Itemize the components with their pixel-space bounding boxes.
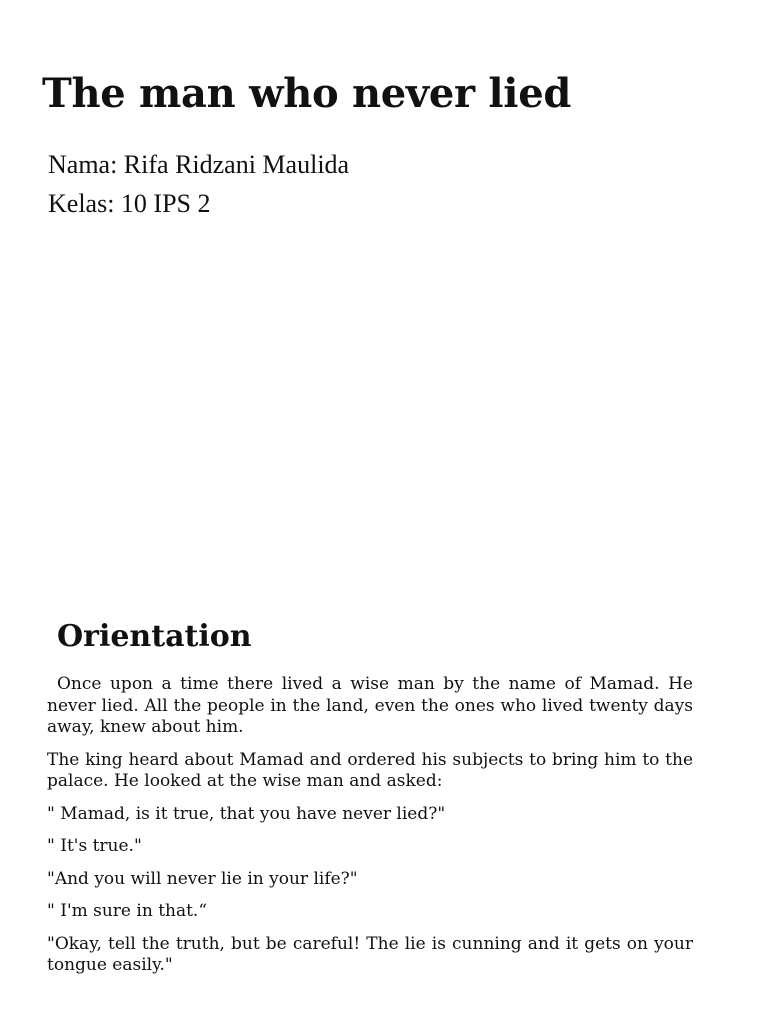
- dialogue-line: " Mamad, is it true, that you have never lied?": [47, 803, 446, 824]
- story-paragraph: The king heard about Mamad and ordered his subjects to bring him to the palace. He looked at the wise man and asked:: [47, 749, 693, 791]
- dialogue-line: "And you will never lie in your life?": [47, 868, 358, 889]
- class-line: Kelas: 10 IPS 2: [48, 189, 211, 218]
- document-title: The man who never lied: [42, 70, 572, 117]
- section-heading-orientation: Orientation: [57, 619, 252, 654]
- story-body: [47, 674, 693, 988]
- dialogue-line: " I'm sure in that.“: [47, 901, 208, 921]
- story-paragraph: Once upon a time there lived a wise man by the name of Mamad. He never lied. All the people in the land, even the ones who lived twenty days away, knew about him.: [47, 674, 693, 737]
- dialogue-line: " It's true.": [47, 836, 142, 856]
- author-name-line: Nama: Rifa Ridzani Maulida: [48, 150, 350, 179]
- dialogue-line: "Okay, tell the truth, but be careful! The lie is cunning and it gets on your tongue easily.": [47, 933, 693, 975]
